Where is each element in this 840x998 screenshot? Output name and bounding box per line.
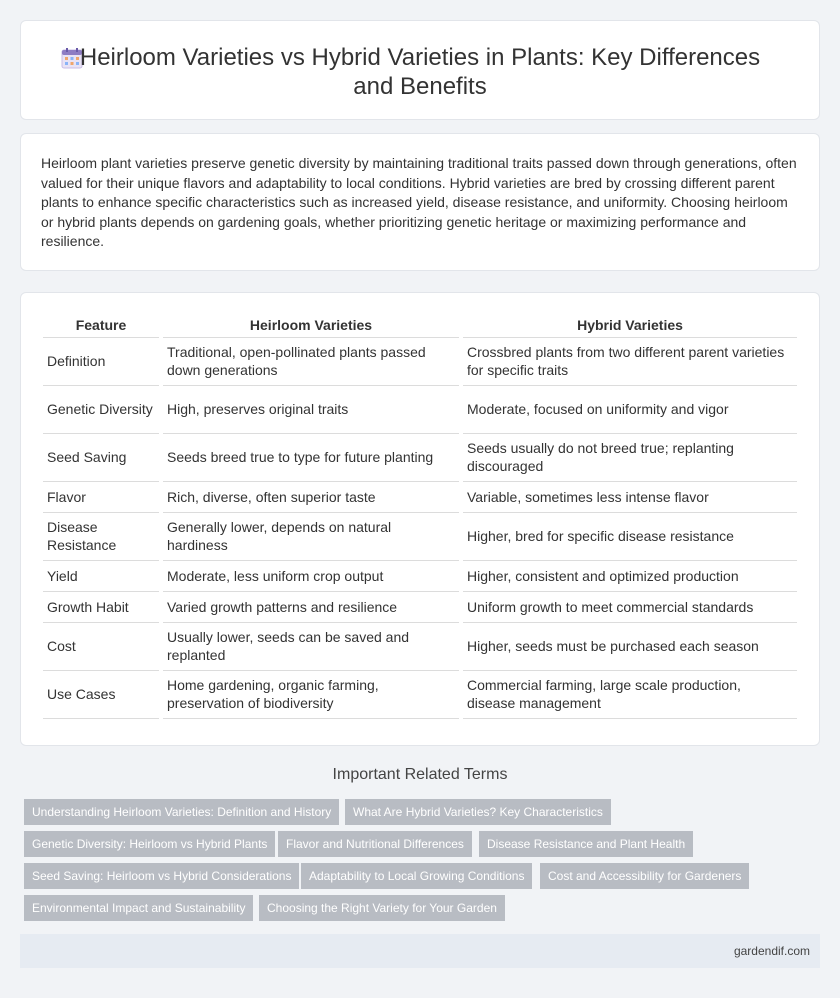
table-row: [43, 560, 797, 591]
table-row: [43, 670, 797, 718]
hybrid-cell: Commercial farming, large scale production, disease management: [461, 670, 797, 718]
header-hybrid: Hybrid Varieties: [461, 313, 797, 337]
hybrid-cell: Variable, sometimes less intense flavor: [461, 481, 797, 512]
table-row: [43, 337, 797, 385]
intro-paragraph: Heirloom plant varieties preserve genetic diversity by maintaining traditional traits passed down through generations, often valued for their unique flavors and adaptability to local conditions. Hybrid varieties are bred by crossing different parent plants to enhance specific characteristics such as increased yield, disease resistance, and uniformity. Choosing heirloom or hybrid plants depends on gardening goals, whether prioritizing genetic heritage or maximizing performance and resilience.: [41, 155, 797, 249]
heirloom-cell: Rich, diverse, often superior taste: [161, 481, 461, 512]
table-header-row: [43, 313, 797, 337]
footer-site-link[interactable]: gardendif.com: [733, 944, 810, 958]
feature-cell: Flavor: [43, 481, 161, 512]
related-term-tag[interactable]: Adaptability to Local Growing Conditions: [301, 863, 532, 889]
related-term-tag[interactable]: Disease Resistance and Plant Health: [479, 831, 693, 857]
comparison-table: [43, 313, 797, 719]
heirloom-cell: Seeds breed true to type for future planting: [161, 433, 461, 481]
hybrid-cell: Higher, seeds must be purchased each season: [461, 622, 797, 670]
heirloom-cell: Home gardening, organic farming, preservation of biodiversity: [161, 670, 461, 718]
feature-cell: Cost: [43, 622, 161, 670]
feature-cell: Genetic Diversity: [43, 385, 161, 433]
related-term-tag[interactable]: Choosing the Right Variety for Your Garden: [259, 895, 505, 921]
heirloom-cell: Generally lower, depends on natural hardiness: [161, 512, 461, 560]
related-term-tag[interactable]: Flavor and Nutritional Differences: [278, 831, 472, 857]
intro-card: [20, 133, 820, 271]
hybrid-cell: Higher, consistent and optimized production: [461, 560, 797, 591]
table-row: [43, 481, 797, 512]
footer: [20, 934, 820, 968]
related-term-tag[interactable]: Cost and Accessibility for Gardeners: [540, 863, 749, 889]
hybrid-cell: Crossbred plants from two different parent varieties for specific traits: [461, 337, 797, 385]
heirloom-cell: Varied growth patterns and resilience: [161, 591, 461, 622]
related-term-tag[interactable]: What Are Hybrid Varieties? Key Characteristics: [345, 799, 611, 825]
title-card: [20, 20, 820, 120]
table-row: [43, 591, 797, 622]
page-title: Heirloom Varieties vs Hybrid Varieties in Plants: Key Differences and Benefits: [79, 44, 761, 100]
heirloom-cell: High, preserves original traits: [161, 385, 461, 433]
table-row: [43, 622, 797, 670]
hybrid-cell: Moderate, focused on uniformity and vigor: [461, 385, 797, 433]
feature-cell: Growth Habit: [43, 591, 161, 622]
hybrid-cell: Uniform growth to meet commercial standards: [461, 591, 797, 622]
feature-cell: Disease Resistance: [43, 512, 161, 560]
comparison-table-card: [20, 292, 820, 746]
feature-cell: Definition: [43, 337, 161, 385]
feature-cell: Seed Saving: [43, 433, 161, 481]
related-terms-heading: Important Related Terms: [332, 766, 508, 783]
hybrid-cell: Higher, bred for specific disease resistance: [461, 512, 797, 560]
related-term-tag[interactable]: Seed Saving: Heirloom vs Hybrid Considerations: [24, 863, 299, 889]
header-feature: Feature: [43, 313, 161, 337]
feature-cell: Yield: [43, 560, 161, 591]
feature-cell: Use Cases: [43, 670, 161, 718]
header-heirloom: Heirloom Varieties: [161, 313, 461, 337]
related-term-tag[interactable]: Genetic Diversity: Heirloom vs Hybrid Plants: [24, 831, 275, 857]
related-term-tag[interactable]: Environmental Impact and Sustainability: [24, 895, 253, 921]
table-row: [43, 512, 797, 560]
table-row: [43, 385, 797, 433]
heirloom-cell: Moderate, less uniform crop output: [161, 560, 461, 591]
table-row: [43, 433, 797, 481]
heirloom-cell: Traditional, open-pollinated plants passed down generations: [161, 337, 461, 385]
related-term-tag[interactable]: Understanding Heirloom Varieties: Definition and History: [24, 799, 339, 825]
hybrid-cell: Seeds usually do not breed true; replanting discouraged: [461, 433, 797, 481]
heirloom-cell: Usually lower, seeds can be saved and replanted: [161, 622, 461, 670]
